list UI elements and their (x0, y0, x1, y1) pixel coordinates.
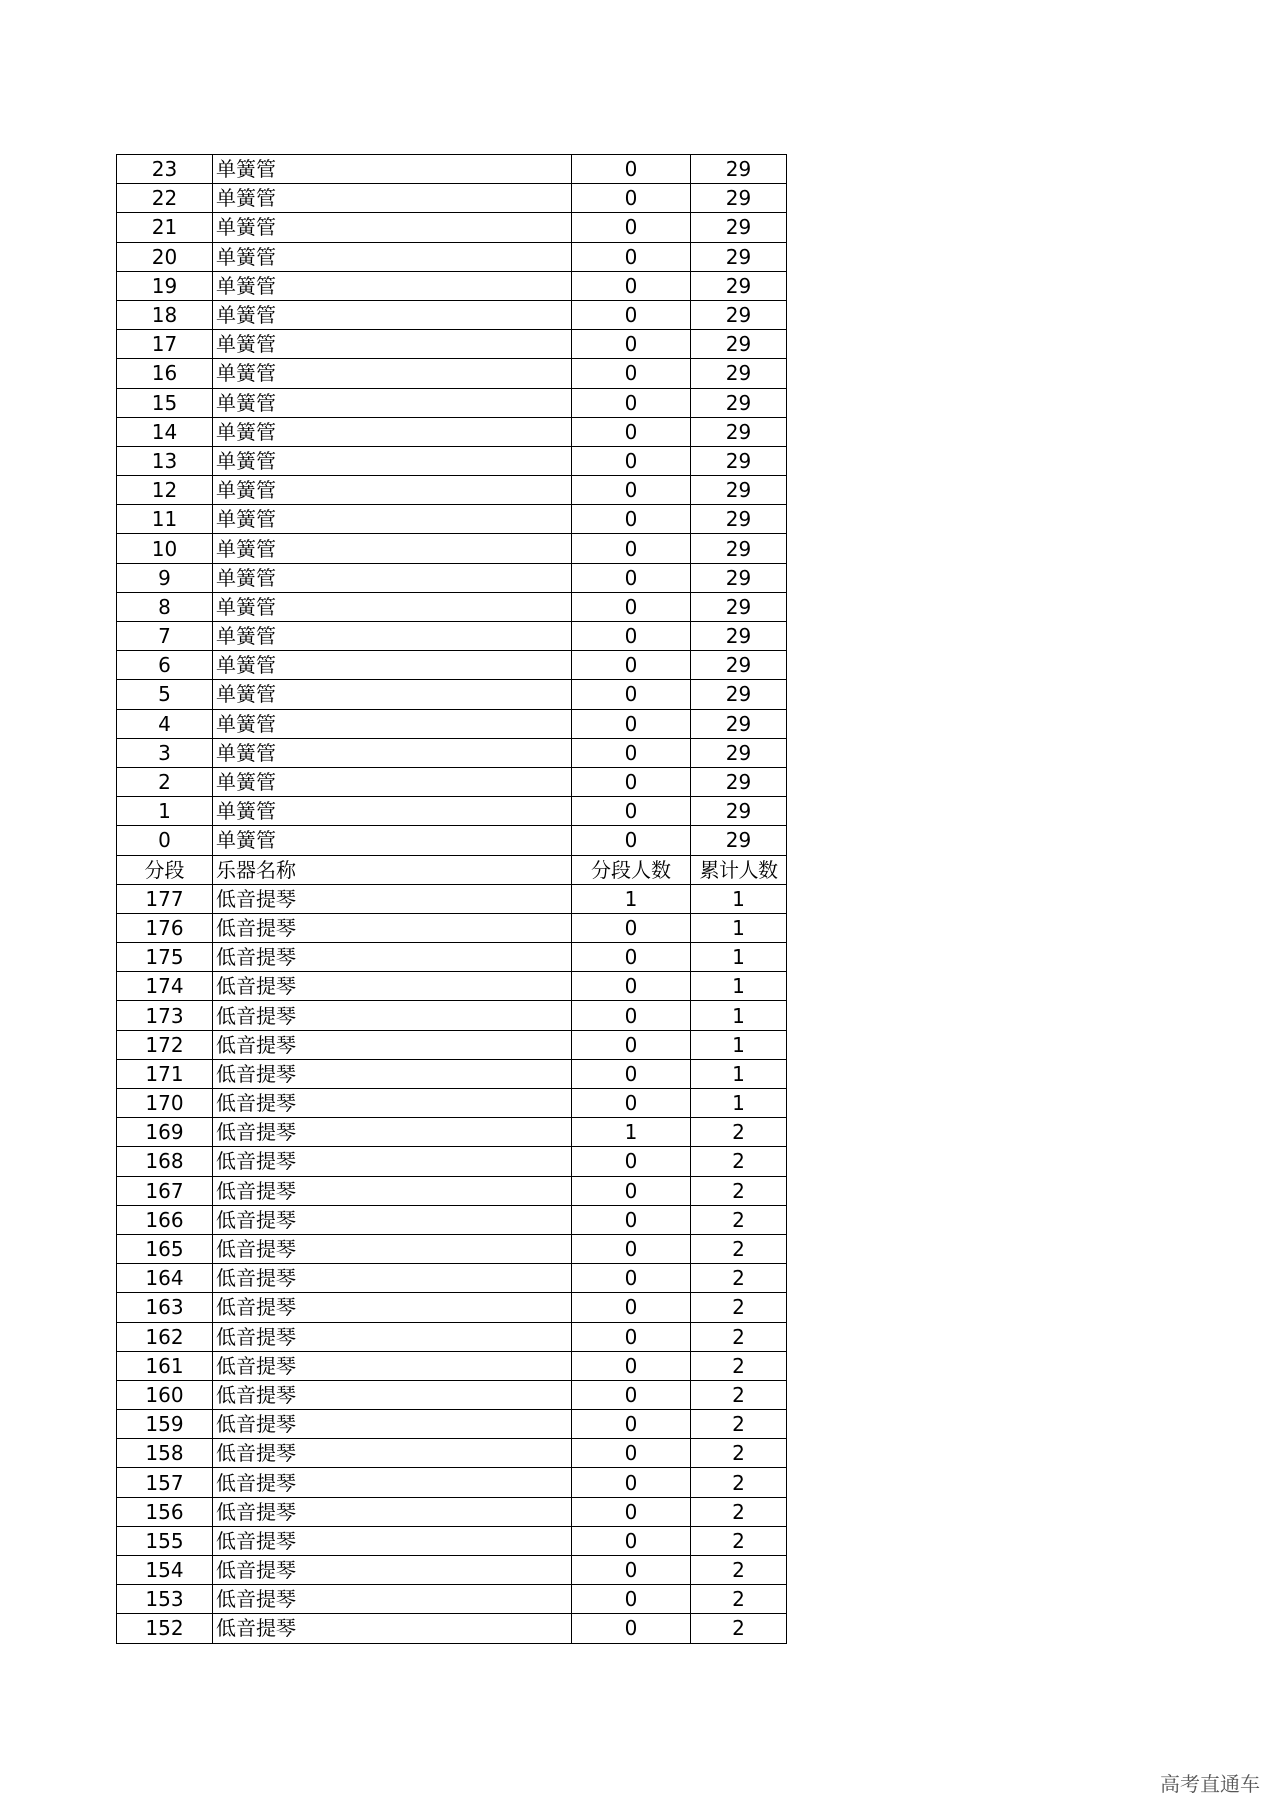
cumulative-count-cell: 29 (691, 738, 787, 767)
instrument-cell: 单簧管 (213, 330, 572, 359)
segment-cell: 158 (117, 1439, 213, 1468)
table-body (117, 155, 787, 1644)
instrument-cell: 单簧管 (213, 651, 572, 680)
table-row (117, 1205, 787, 1234)
cumulative-count-cell: 1 (691, 972, 787, 1001)
cumulative-count-cell: 29 (691, 417, 787, 446)
segment-count-cell: 0 (572, 826, 691, 855)
instrument-cell: 低音提琴 (213, 1293, 572, 1322)
segment-count-cell: 0 (572, 184, 691, 213)
cumulative-count-cell: 29 (691, 300, 787, 329)
table-row (117, 797, 787, 826)
table-row (117, 534, 787, 563)
table-row (117, 563, 787, 592)
segment-count-cell: 0 (572, 767, 691, 796)
table-row (117, 1293, 787, 1322)
segment-cell: 175 (117, 943, 213, 972)
segment-cell: 15 (117, 388, 213, 417)
segment-count-cell: 0 (572, 1497, 691, 1526)
instrument-cell: 低音提琴 (213, 913, 572, 942)
instrument-cell: 单簧管 (213, 622, 572, 651)
segment-count-cell: 0 (572, 1264, 691, 1293)
segment-cell: 173 (117, 1001, 213, 1030)
segment-count-cell: 0 (572, 534, 691, 563)
segment-cell: 163 (117, 1293, 213, 1322)
table-row (117, 1468, 787, 1497)
table-row (117, 972, 787, 1001)
segment-cell: 14 (117, 417, 213, 446)
segment-count-cell: 0 (572, 1614, 691, 1643)
segment-cell: 8 (117, 592, 213, 621)
instrument-cell: 低音提琴 (213, 943, 572, 972)
instrument-cell: 低音提琴 (213, 1234, 572, 1263)
segment-count-cell: 0 (572, 1351, 691, 1380)
instrument-cell: 低音提琴 (213, 1030, 572, 1059)
table-row (117, 1585, 787, 1614)
instrument-cell: 单簧管 (213, 709, 572, 738)
table-row (117, 1410, 787, 1439)
segment-cell: 23 (117, 155, 213, 184)
instrument-cell: 低音提琴 (213, 1351, 572, 1380)
table-row (117, 330, 787, 359)
instrument-cell: 低音提琴 (213, 1410, 572, 1439)
instrument-cell: 低音提琴 (213, 1001, 572, 1030)
cumulative-count-cell: 累计人数 (691, 855, 787, 884)
cumulative-count-cell: 1 (691, 1089, 787, 1118)
segment-cell: 157 (117, 1468, 213, 1497)
instrument-cell: 单簧管 (213, 767, 572, 796)
table-row (117, 271, 787, 300)
segment-cell: 172 (117, 1030, 213, 1059)
segment-cell: 162 (117, 1322, 213, 1351)
segment-cell: 2 (117, 767, 213, 796)
segment-count-cell: 0 (572, 943, 691, 972)
segment-count-cell: 0 (572, 505, 691, 534)
cumulative-count-cell: 29 (691, 476, 787, 505)
instrument-cell: 单簧管 (213, 300, 572, 329)
watermark: 高考直通车 (1160, 1772, 1260, 1796)
cumulative-count-cell: 2 (691, 1351, 787, 1380)
table-row (117, 622, 787, 651)
segment-count-cell: 0 (572, 330, 691, 359)
segment-cell: 7 (117, 622, 213, 651)
segment-count-cell: 0 (572, 1059, 691, 1088)
cumulative-count-cell: 29 (691, 826, 787, 855)
cumulative-count-cell: 2 (691, 1118, 787, 1147)
segment-count-cell: 0 (572, 1234, 691, 1263)
segment-cell: 10 (117, 534, 213, 563)
segment-count-cell: 0 (572, 1556, 691, 1585)
segment-cell: 18 (117, 300, 213, 329)
instrument-cell: 低音提琴 (213, 884, 572, 913)
segment-cell: 4 (117, 709, 213, 738)
instrument-cell: 低音提琴 (213, 1059, 572, 1088)
cumulative-count-cell: 1 (691, 1030, 787, 1059)
segment-cell: 20 (117, 242, 213, 271)
segment-count-cell: 1 (572, 1118, 691, 1147)
cumulative-count-cell: 1 (691, 943, 787, 972)
table-row (117, 184, 787, 213)
cumulative-count-cell: 29 (691, 505, 787, 534)
cumulative-count-cell: 2 (691, 1614, 787, 1643)
instrument-cell: 单簧管 (213, 155, 572, 184)
instrument-cell: 单簧管 (213, 738, 572, 767)
segment-count-cell: 0 (572, 213, 691, 242)
segment-count-cell: 0 (572, 446, 691, 475)
segment-cell: 12 (117, 476, 213, 505)
cumulative-count-cell: 2 (691, 1293, 787, 1322)
table-row (117, 826, 787, 855)
cumulative-count-cell: 1 (691, 1059, 787, 1088)
segment-count-cell: 0 (572, 913, 691, 942)
cumulative-count-cell: 2 (691, 1176, 787, 1205)
cumulative-count-cell: 2 (691, 1556, 787, 1585)
segment-count-cell: 0 (572, 738, 691, 767)
segment-cell: 11 (117, 505, 213, 534)
table-row (117, 884, 787, 913)
table-row (117, 1497, 787, 1526)
segment-cell: 177 (117, 884, 213, 913)
instrument-cell: 低音提琴 (213, 1147, 572, 1176)
cumulative-count-cell: 2 (691, 1322, 787, 1351)
table-row (117, 388, 787, 417)
table-row (117, 417, 787, 446)
table-header-row (117, 855, 787, 884)
instrument-cell: 单簧管 (213, 505, 572, 534)
segment-cell: 169 (117, 1118, 213, 1147)
table-row (117, 1322, 787, 1351)
instrument-cell: 低音提琴 (213, 1614, 572, 1643)
instrument-cell: 低音提琴 (213, 1585, 572, 1614)
cumulative-count-cell: 29 (691, 184, 787, 213)
table-row (117, 1118, 787, 1147)
instrument-cell: 低音提琴 (213, 1468, 572, 1497)
segment-count-cell: 0 (572, 972, 691, 1001)
segment-count-cell: 0 (572, 1322, 691, 1351)
segment-count-cell: 0 (572, 622, 691, 651)
table-row (117, 1089, 787, 1118)
table-row (117, 300, 787, 329)
instrument-cell: 低音提琴 (213, 1439, 572, 1468)
cumulative-count-cell: 1 (691, 913, 787, 942)
instrument-cell: 单簧管 (213, 826, 572, 855)
cumulative-count-cell: 29 (691, 563, 787, 592)
instrument-cell: 单簧管 (213, 680, 572, 709)
instrument-cell: 单簧管 (213, 476, 572, 505)
cumulative-count-cell: 29 (691, 330, 787, 359)
table-row (117, 1614, 787, 1643)
instrument-cell: 低音提琴 (213, 1380, 572, 1409)
segment-cell: 19 (117, 271, 213, 300)
segment-count-cell: 0 (572, 1439, 691, 1468)
segment-cell: 161 (117, 1351, 213, 1380)
segment-count-cell: 0 (572, 1410, 691, 1439)
cumulative-count-cell: 1 (691, 1001, 787, 1030)
segment-count-cell: 0 (572, 300, 691, 329)
cumulative-count-cell: 2 (691, 1585, 787, 1614)
cumulative-count-cell: 2 (691, 1439, 787, 1468)
instrument-cell: 低音提琴 (213, 1205, 572, 1234)
segment-count-cell: 0 (572, 709, 691, 738)
segment-count-cell: 0 (572, 1380, 691, 1409)
instrument-cell: 单簧管 (213, 446, 572, 475)
segment-cell: 160 (117, 1380, 213, 1409)
cumulative-count-cell: 2 (691, 1205, 787, 1234)
table-row (117, 709, 787, 738)
table-row (117, 943, 787, 972)
segment-count-cell: 0 (572, 563, 691, 592)
segment-count-cell: 1 (572, 884, 691, 913)
cumulative-count-cell: 29 (691, 709, 787, 738)
table-row (117, 446, 787, 475)
cumulative-count-cell: 29 (691, 213, 787, 242)
segment-cell: 153 (117, 1585, 213, 1614)
segment-count-cell: 0 (572, 1089, 691, 1118)
segment-cell: 17 (117, 330, 213, 359)
table-row (117, 1147, 787, 1176)
segment-cell: 9 (117, 563, 213, 592)
table-row (117, 505, 787, 534)
segment-cell: 154 (117, 1556, 213, 1585)
segment-cell: 155 (117, 1526, 213, 1555)
instrument-cell: 低音提琴 (213, 1526, 572, 1555)
segment-cell: 16 (117, 359, 213, 388)
table-row (117, 680, 787, 709)
segment-count-cell: 0 (572, 592, 691, 621)
cumulative-count-cell: 29 (691, 359, 787, 388)
segment-count-cell: 0 (572, 1001, 691, 1030)
table-row (117, 767, 787, 796)
table-row (117, 738, 787, 767)
segment-cell: 1 (117, 797, 213, 826)
segment-cell: 165 (117, 1234, 213, 1263)
segment-cell: 6 (117, 651, 213, 680)
cumulative-count-cell: 29 (691, 651, 787, 680)
instrument-cell: 单簧管 (213, 184, 572, 213)
table-row (117, 1001, 787, 1030)
segment-cell: 176 (117, 913, 213, 942)
segment-count-cell: 0 (572, 476, 691, 505)
table-row (117, 1556, 787, 1585)
table-row (117, 592, 787, 621)
segment-cell: 168 (117, 1147, 213, 1176)
segment-count-cell: 0 (572, 359, 691, 388)
table-row (117, 476, 787, 505)
cumulative-count-cell: 2 (691, 1147, 787, 1176)
segment-cell: 164 (117, 1264, 213, 1293)
segment-count-cell: 0 (572, 417, 691, 446)
cumulative-count-cell: 2 (691, 1264, 787, 1293)
instrument-cell: 低音提琴 (213, 1322, 572, 1351)
segment-count-cell: 分段人数 (572, 855, 691, 884)
instrument-cell: 低音提琴 (213, 1264, 572, 1293)
segment-cell: 152 (117, 1614, 213, 1643)
cumulative-count-cell: 29 (691, 767, 787, 796)
instrument-cell: 单簧管 (213, 359, 572, 388)
cumulative-count-cell: 1 (691, 884, 787, 913)
segment-count-cell: 0 (572, 1293, 691, 1322)
cumulative-count-cell: 29 (691, 797, 787, 826)
cumulative-count-cell: 29 (691, 622, 787, 651)
table-row (117, 1234, 787, 1263)
instrument-cell: 单簧管 (213, 534, 572, 563)
segment-count-cell: 0 (572, 797, 691, 826)
instrument-cell: 单簧管 (213, 242, 572, 271)
segment-cell: 13 (117, 446, 213, 475)
table-row (117, 1176, 787, 1205)
segment-cell: 5 (117, 680, 213, 709)
cumulative-count-cell: 2 (691, 1410, 787, 1439)
segment-count-cell: 0 (572, 242, 691, 271)
table-row (117, 1059, 787, 1088)
cumulative-count-cell: 29 (691, 680, 787, 709)
table-row (117, 155, 787, 184)
table-row (117, 1030, 787, 1059)
segment-cell: 174 (117, 972, 213, 1001)
instrument-cell: 低音提琴 (213, 972, 572, 1001)
segment-count-cell: 0 (572, 651, 691, 680)
instrument-cell: 低音提琴 (213, 1176, 572, 1205)
cumulative-count-cell: 29 (691, 446, 787, 475)
table-row (117, 1264, 787, 1293)
segment-count-cell: 0 (572, 155, 691, 184)
cumulative-count-cell: 29 (691, 242, 787, 271)
table-row (117, 651, 787, 680)
segment-cell: 分段 (117, 855, 213, 884)
segment-cell: 3 (117, 738, 213, 767)
segment-cell: 156 (117, 1497, 213, 1526)
segment-count-cell: 0 (572, 1585, 691, 1614)
segment-count-cell: 0 (572, 1176, 691, 1205)
instrument-cell: 单簧管 (213, 271, 572, 300)
instrument-cell: 单簧管 (213, 417, 572, 446)
segment-count-cell: 0 (572, 1468, 691, 1497)
segment-count-cell: 0 (572, 1526, 691, 1555)
cumulative-count-cell: 2 (691, 1497, 787, 1526)
cumulative-count-cell: 29 (691, 155, 787, 184)
table-row (117, 1526, 787, 1555)
instrument-cell: 乐器名称 (213, 855, 572, 884)
cumulative-count-cell: 29 (691, 271, 787, 300)
segment-cell: 21 (117, 213, 213, 242)
instrument-cell: 低音提琴 (213, 1556, 572, 1585)
segment-cell: 167 (117, 1176, 213, 1205)
instrument-cell: 单簧管 (213, 592, 572, 621)
segment-count-cell: 0 (572, 271, 691, 300)
instrument-cell: 低音提琴 (213, 1118, 572, 1147)
table-row (117, 359, 787, 388)
instrument-cell: 低音提琴 (213, 1089, 572, 1118)
segment-cell: 171 (117, 1059, 213, 1088)
segment-count-cell: 0 (572, 1030, 691, 1059)
segment-cell: 0 (117, 826, 213, 855)
cumulative-count-cell: 29 (691, 388, 787, 417)
segment-cell: 170 (117, 1089, 213, 1118)
segment-count-cell: 0 (572, 1205, 691, 1234)
instrument-cell: 单簧管 (213, 213, 572, 242)
table-row (117, 1439, 787, 1468)
segment-cell: 166 (117, 1205, 213, 1234)
cumulative-count-cell: 2 (691, 1526, 787, 1555)
instrument-cell: 低音提琴 (213, 1497, 572, 1526)
segment-count-cell: 0 (572, 680, 691, 709)
instrument-cell: 单簧管 (213, 797, 572, 826)
segment-cell: 159 (117, 1410, 213, 1439)
table-row (117, 1351, 787, 1380)
cumulative-count-cell: 2 (691, 1234, 787, 1263)
table-row (117, 242, 787, 271)
cumulative-count-cell: 2 (691, 1380, 787, 1409)
segment-count-cell: 0 (572, 1147, 691, 1176)
table-row (117, 213, 787, 242)
segment-cell: 22 (117, 184, 213, 213)
cumulative-count-cell: 29 (691, 534, 787, 563)
table-row (117, 913, 787, 942)
cumulative-count-cell: 2 (691, 1468, 787, 1497)
segment-count-cell: 0 (572, 388, 691, 417)
instrument-cell: 单簧管 (213, 388, 572, 417)
instrument-cell: 单簧管 (213, 563, 572, 592)
score-distribution-table (116, 154, 787, 1644)
table-row (117, 1380, 787, 1409)
cumulative-count-cell: 29 (691, 592, 787, 621)
